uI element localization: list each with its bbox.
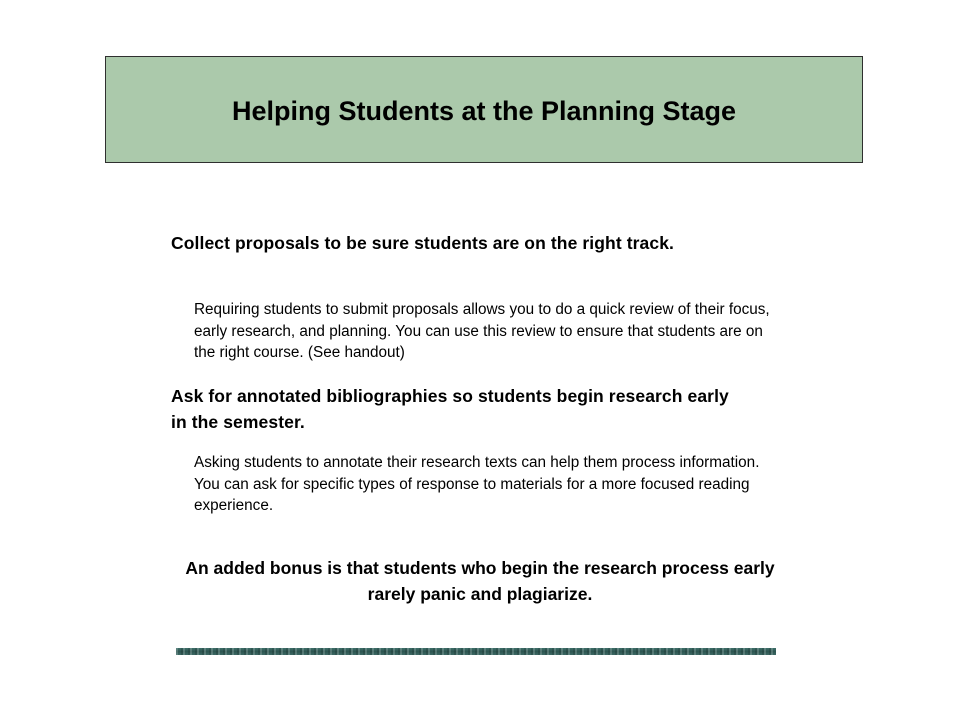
bonus-statement: An added bonus is that students who begin the research process early rarely panic and plagiarize. [185, 558, 775, 604]
point-heading-bibliographies: Ask for annotated bibliographies so students begin research early in the semester. [171, 386, 729, 432]
decorative-bar [176, 648, 776, 655]
point-heading-proposals: Collect proposals to be sure students are on the right track. [171, 233, 675, 253]
title-box [105, 56, 863, 163]
slide-title: Helping Students at the Planning Stage [231, 96, 737, 126]
point-body-proposals: Requiring students to submit proposals allows you to do a quick review of their focus, early research, and planning. You can use this review to ensure that students are on the right course. (See handout) [194, 301, 770, 361]
point-body-bibliographies: Asking students to annotate their research texts can help them process information. You can ask for specific types of response to materials for a more focused reading experience. [194, 454, 760, 514]
